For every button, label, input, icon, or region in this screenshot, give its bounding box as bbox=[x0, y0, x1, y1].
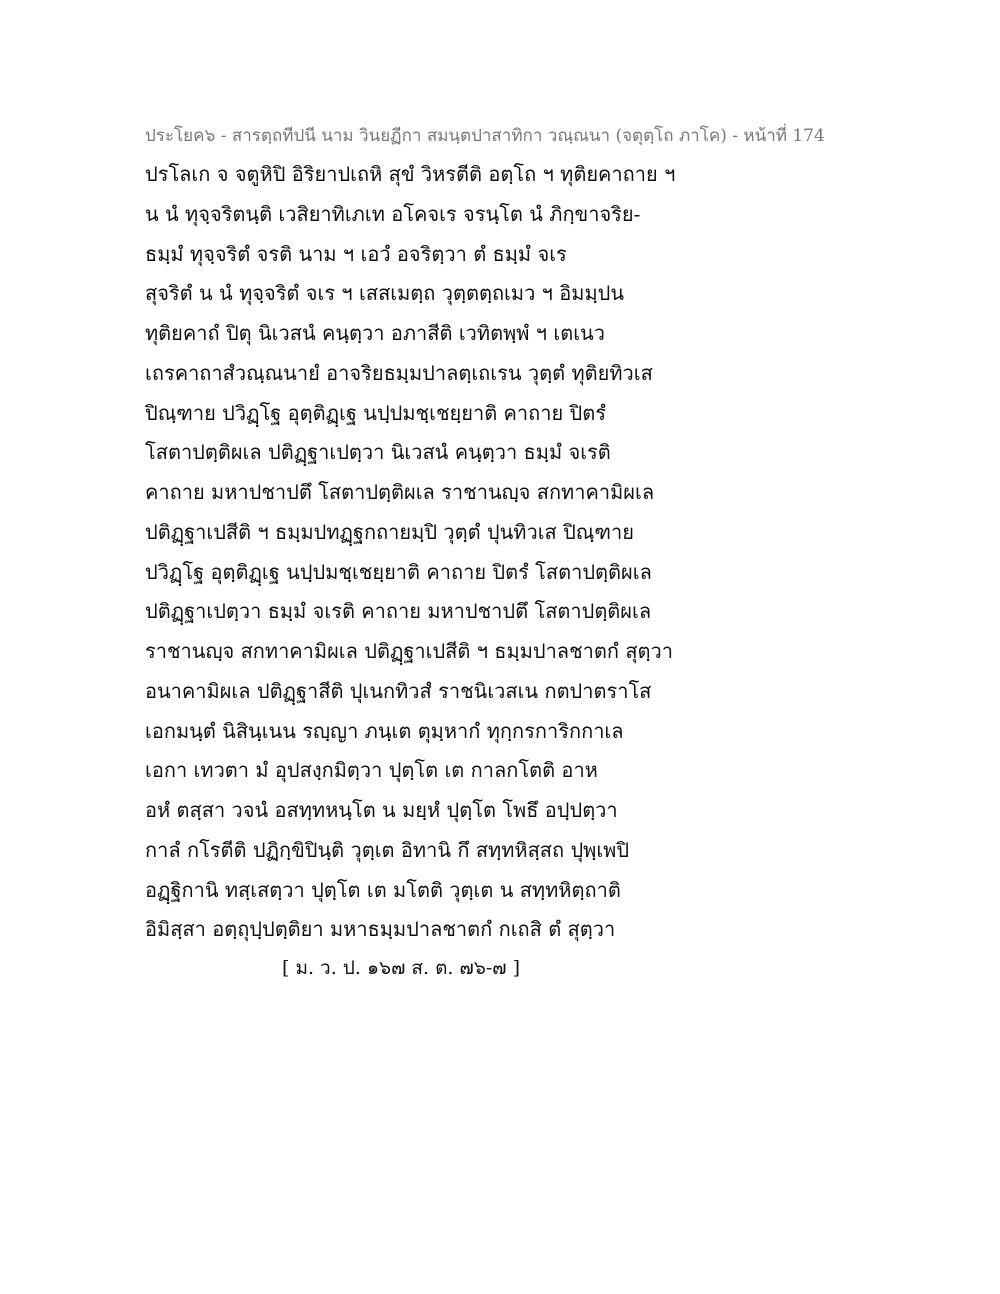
text-line: คาถาย มหาปชาปตึ โสตาปตฺติผเล ราชานญฺจ สกทาคามิผเล bbox=[145, 480, 655, 504]
text-line: เถรคาถาสํวณฺณนายํ อาจริยธมฺมปาลตฺเถเรน วุตฺตํ ทุติยทิวเส bbox=[145, 360, 653, 385]
text-line: อิมิสฺสา อตฺถุปฺปตฺติยา มหาธมฺมปาลชาตกํ กเถสิ ตํ สุตฺวา bbox=[145, 917, 616, 942]
text-line: โสตาปตฺติผเล ปติฏฺฐาเปตฺวา นิเวสนํ คนฺตฺวา ธมฺมํ จเรติ bbox=[145, 440, 611, 465]
text-line: เอกมนฺตํ นิสินฺเนน รญฺญา ภนฺเต ตุมฺหากํ ทุกฺกรการิกกาเล bbox=[145, 718, 624, 743]
text-line: น นํ ทุจฺจริตนฺติ เวสิยาทิเภเท อโคจเร จรนฺโต นํ ภิกฺขาจริย- bbox=[145, 201, 641, 226]
text-line: อนาคามิผเล ปติฏฺฐาสีติ ปุเนกทิวสํ ราชนิเวสเน กตปาตราโส bbox=[145, 678, 652, 703]
text-line: อหํ ตสฺสา วจนํ อสทฺทหนฺโต น มยฺหํ ปุตฺโต โพธึ อปฺปตฺวา bbox=[145, 798, 618, 822]
text-line: ธมฺมํ ทุจฺจริตํ จรติ นาม ฯ เอวํ อจริตฺวา ตํ ธมฺมํ จเร bbox=[145, 241, 567, 266]
text-line: สุจริตํ น นํ ทุจฺจริตํ จเร ฯ เสสเมตฺถ วุตฺตตฺถเมว ฯ อิมมฺปน bbox=[145, 281, 624, 306]
text-line: ราชานญฺจ สกทาคามิผเล ปติฏฺฐาเปสีติ ฯ ธมฺมปาลชาตกํ สุตฺวา bbox=[145, 639, 673, 663]
text-line: ปิณฺฑาย ปวิฏฺโฐ อุตฺติฏฺเฐ นปฺปมชฺเชยฺยาติ คาถาย ปิตรํ bbox=[145, 400, 606, 425]
text-line: กาลํ กโรตีติ ปฏิกฺขิปินฺติ วุตฺเต อิทานิ กึ สทฺทหิสฺสถ ปุพฺเพปิ bbox=[145, 837, 630, 862]
running-header: ประโยค๖ - สารตฺถทีปนี นาม วินยฏีกา สมนฺตปาสาทิกา วณฺณนา (จตุตฺโถ ภาโค) - หน้าที่ 174 bbox=[145, 126, 825, 146]
text-line: ปติฏฺฐาเปตฺวา ธมฺมํ จเรติ คาถาย มหาปชาปตึ โสตาปตฺติผเล bbox=[145, 599, 652, 624]
text-line: ปรโลเก จ จตูหิปิ อิริยาปเถหิ สุขํ วิหรตีติ อตฺโถ ฯ ทุติยคาถาย ฯ bbox=[145, 162, 676, 186]
text-line: ปติฏฺฐาเปสีติ ฯ ธมฺมปทฏฺฐกถายมฺปิ วุตฺตํ ปุนทิวเส ปิณฺฑาย bbox=[145, 519, 634, 544]
body-text bbox=[145, 155, 865, 950]
text-line: อฏฺฐิกานิ ทสฺเสตฺวา ปุตฺโต เต มโตติ วุตฺเต น สทฺทหิตฺถาติ bbox=[145, 877, 621, 902]
text-line: เอกา เทวตา มํ อุปสงฺกมิตฺวา ปุตฺโต เต กาลกโตติ อาห bbox=[145, 758, 598, 783]
text-line: ทุติยคาถํ ปิตุ นิเวสนํ คนฺตฺวา อภาสีติ เวทิตพฺพํ ฯ เตเนว bbox=[145, 321, 605, 345]
text-line: ปวิฏฺโฐ อุตฺติฏฺเฐ นปฺปมชฺเชยฺยาติ คาถาย ปิตรํ โสตาปตฺติผเล bbox=[145, 559, 652, 584]
source-reference: [ ม. ว. ป. ๑๖๗ ส. ต. ๗๖-๗ ] bbox=[282, 957, 520, 979]
